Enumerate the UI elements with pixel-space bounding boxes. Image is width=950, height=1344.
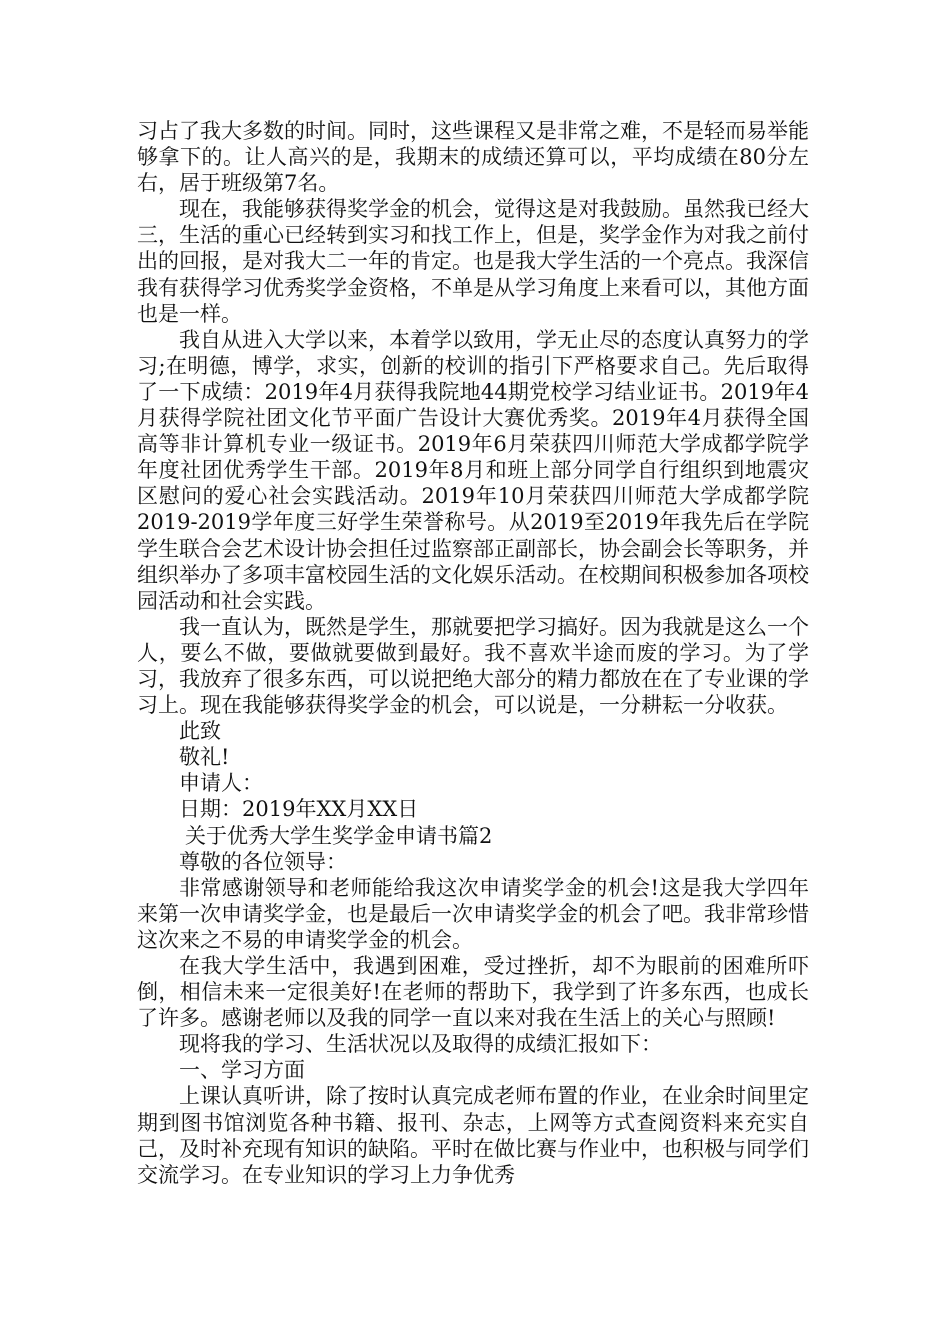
closing-line-1: 此致 (179, 719, 221, 744)
paragraph-report-intro: 现将我的学习、生活状况以及取得的成绩汇报如下： (179, 1032, 662, 1057)
date-line: 日期：2019年XX月XX日 (179, 797, 419, 822)
paragraph-grades: 习占了我大多数的时间。同时，这些课程又是非常之难，不是轻而易举能够拿下的。让人高兴的是，我期末的成绩还算可以，平均成绩在80分左右，居于班级第7名。 (137, 119, 809, 196)
paragraph-college-life: 在我大学生活中，我遇到困难，受过挫折，却不为眼前的困难所吓倒，相信未来一定很美好!在老师的帮助下，我学到了许多东西，也成长了许多。感谢老师以及我的同学一直以来对我在生活上的关心与照顾! (137, 954, 809, 1031)
paragraph-study-attitude: 我一直认为，既然是学生，那就要把学习搞好。因为我就是这么一个人，要么不做，要做就要做到最好。我不喜欢半途而废的学习。为了学习，我放弃了很多东西，可以说把绝大部分的精力都放在在了专业课的学习上。现在我能够获得奖学金的机会，可以说是，一分耕耘一分收获。 (137, 614, 809, 718)
applicant-line: 申请人： (179, 771, 263, 796)
section-title-2: 关于优秀大学生奖学金申请书篇2 (185, 823, 493, 848)
paragraph-scholarship-opportunity: 现在，我能够获得奖学金的机会，觉得这是对我鼓励。虽然我已经大三，生活的重心已经转到实习和找工作上，但是，奖学金作为对我之前付出的回报，是对我大二一年的肯定。也是我大学生活的一个亮点。我深信我有获得学习优秀奖学金资格，不单是从学习角度上来看可以，其他方面也是一样。 (137, 197, 809, 326)
section-study: 一、学习方面 (179, 1058, 305, 1083)
paragraph-thanks: 非常感谢领导和老师能给我这次申请奖学金的机会!这是我大学四年来第一次申请奖学金，也是最后一次申请奖学金的机会了吧。我非常珍惜这次来之不易的申请奖学金的机会。 (137, 875, 809, 952)
paragraph-achievements: 我自从进入大学以来，本着学以致用，学无止尽的态度认真努力的学习;在明德，博学，求实，创新的校训的指引下严格要求自己。先后取得了一下成绩：2019年4月获得我院地44期党校学习结业证书。2019年4月获得学院社团文化节平面广告设计大赛优秀奖。2019年4月获得全国高等非计算机专业一级证书。2019年6月荣获四川师范大学成都学院学年度社团优秀学生干部。2019年8月和班上部分同学自行组织到地震灾区慰问的爱心社会实践活动。2019年10月荣获四川师范大学成都学院2019-2019学年度三好学生荣誉称号。从2019至2019年我先后在学院学生联合会艺术设计协会担任过监察部正副部长，协会副会长等职务，并组织举办了多项丰富校园生活的文化娱乐活动。在校期间积极参加各项校园活动和社会实践。 (137, 327, 809, 613)
document-page (137, 118, 809, 1188)
paragraph-study-details: 上课认真听讲，除了按时认真完成老师布置的作业，在业余时间里定期到图书馆浏览各种书籍、报刊、杂志，上网等方式查阅资料来充实自己，及时补充现有知识的缺陷。平时在做比赛与作业中，也积极与同学们交流学习。在专业知识的学习上力争优秀 (137, 1084, 809, 1187)
salutation: 尊敬的各位领导： (179, 849, 347, 874)
closing-line-2: 敬礼! (179, 745, 230, 770)
